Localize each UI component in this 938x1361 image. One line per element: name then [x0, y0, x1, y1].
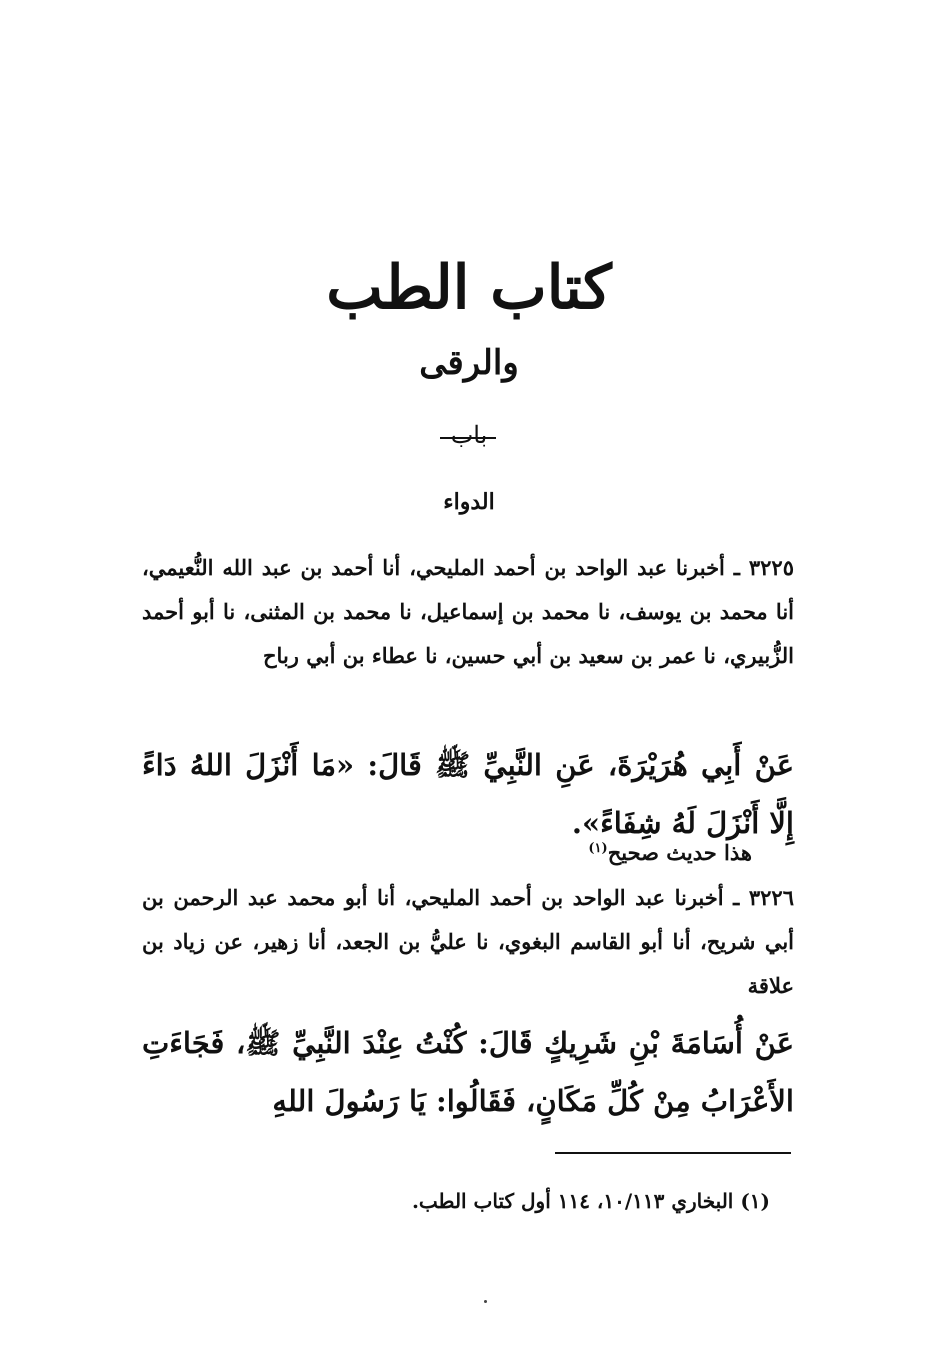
bab-heading: باب [450, 421, 488, 449]
print-speck [484, 1300, 487, 1303]
bab-underline [440, 437, 496, 439]
footnote-divider [555, 1152, 791, 1154]
hadith-3225-grade [142, 832, 752, 870]
hadith-3225-matn: عَنْ أَبِي هُرَيْرَةَ، عَنِ النَّبِيِّ ﷺ قَالَ: «مَا أَنْزَلَ اللهُ دَاءً إِلَّا أَنْزَلَ لَهُ شِفَاءً». [142, 748, 794, 840]
book-subtitle: والرقى [419, 343, 519, 383]
grade-text: هذا حديث صحيح [607, 840, 752, 865]
book-title: كتاب الطب [326, 253, 612, 323]
chapter-title: الدواء [443, 489, 495, 515]
footnote-1: (١) البخاري ١٠/١١٣، ١١٤ أول كتاب الطب. [411, 1189, 770, 1213]
footnote-ref[interactable]: (١) [588, 841, 608, 856]
hadith-3225-isnad: ٣٢٢٥ ـ أخبرنا عبد الواحد بن أحمد المليحي، أنا أحمد بن عبد الله النُّعيمي، أنا محمد بن يوسف، نا محمد بن إسماعيل، نا محمد بن المثنى، نا أبو أحمد الزُّبيري، نا عمر بن سعيد بن أبي حسين، نا عطاء بن أبي رباح [142, 555, 794, 668]
hadith-3226-matn: عَنْ أُسَامَةَ بْنِ شَرِيكٍ قَالَ: كُنْتُ عِنْدَ النَّبِيِّ ﷺ، فَجَاءَتِ الأَعْرَابُ مِنْ كُلِّ مَكَانٍ، فَقَالُوا: يَا رَسُولَ اللهِ [142, 1026, 794, 1118]
hadith-3226-isnad: ٣٢٢٦ ـ أخبرنا عبد الواحد بن أحمد المليحي، أنا أبو محمد عبد الرحمن بن أبي شريح، أنا أبو القاسم البغوي، نا عليُّ بن الجعد، أنا زهير، عن زياد بن علاقة [142, 885, 794, 998]
